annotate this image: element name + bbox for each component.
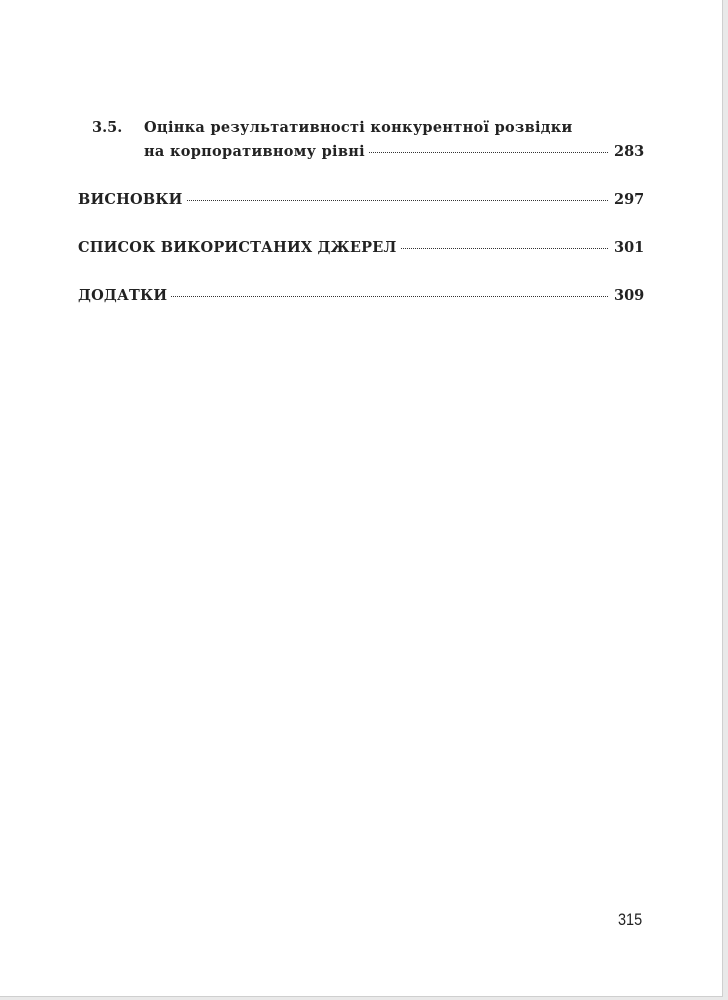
toc-subsection-title-line-2: на корпоративному рівні xyxy=(144,143,365,160)
table-of-contents xyxy=(78,118,644,330)
dot-leader xyxy=(401,248,608,249)
page-number: 315 xyxy=(618,910,643,929)
toc-page-number: 283 xyxy=(614,143,645,160)
toc-entry-subsection-3-5 xyxy=(78,118,644,162)
toc-page-number: 309 xyxy=(614,287,645,304)
toc-subsection-line-1 xyxy=(78,118,644,138)
toc-subsection-line-2 xyxy=(78,142,644,162)
dot-leader xyxy=(187,200,608,201)
toc-subsection-title-line-1: Оцінка результативності конкурентної розвідки xyxy=(144,119,573,136)
toc-entry-conclusions xyxy=(78,190,644,210)
toc-page-number: 301 xyxy=(614,239,645,256)
toc-entry-label: СПИСОК ВИКОРИСТАНИХ ДЖЕРЕЛ xyxy=(78,239,397,256)
dot-leader xyxy=(369,152,608,153)
toc-entry-appendices xyxy=(78,286,644,306)
toc-entry-label: ДОДАТКИ xyxy=(78,287,168,304)
dot-leader xyxy=(171,296,608,297)
toc-entry-references xyxy=(78,238,644,258)
toc-page-number: 297 xyxy=(614,191,645,208)
toc-entry-label: ВИСНОВКИ xyxy=(78,191,183,208)
toc-subsection-number: 3.5. xyxy=(92,119,123,136)
